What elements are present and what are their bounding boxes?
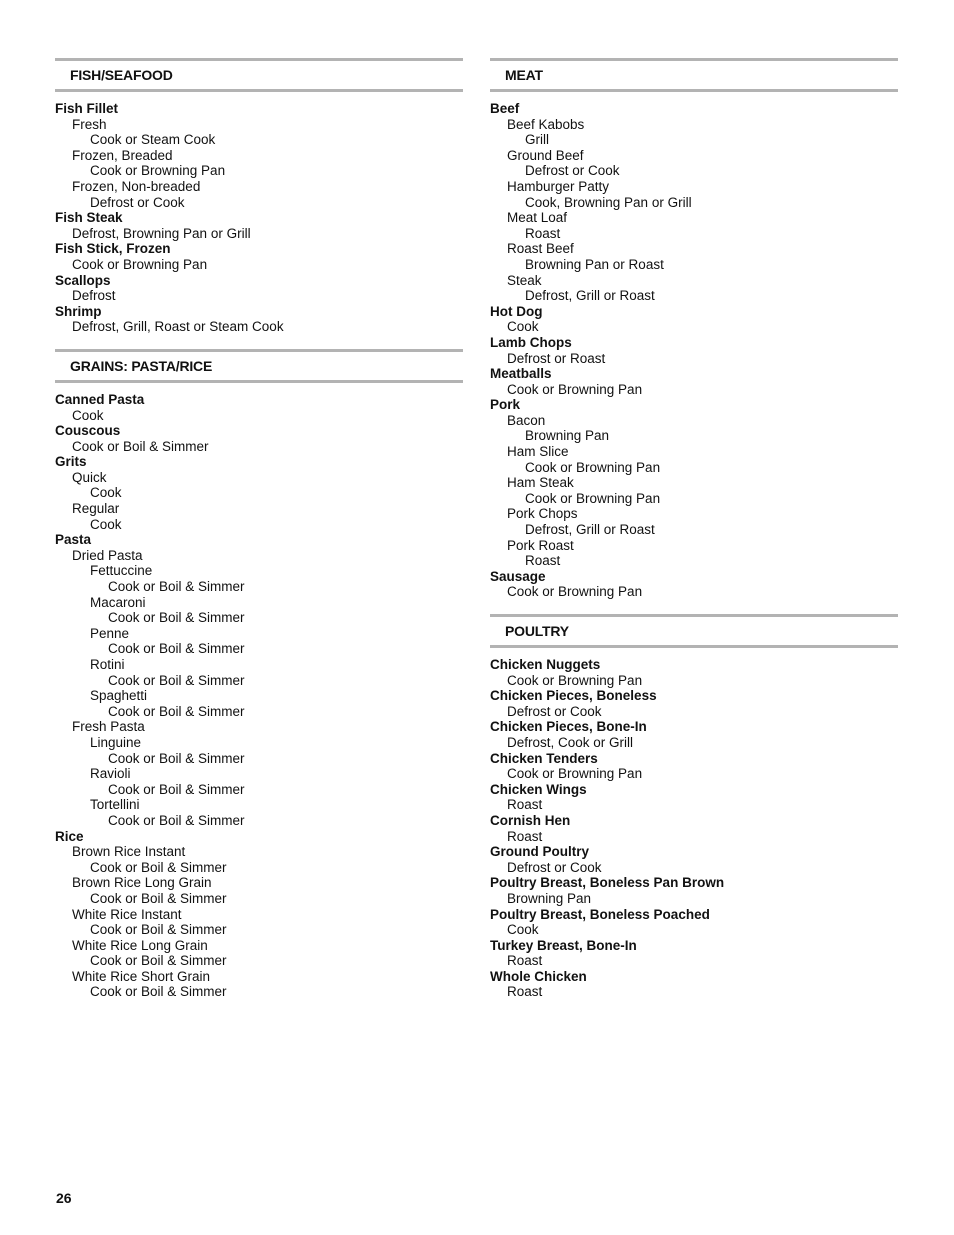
food-subitem: Fresh Pasta bbox=[72, 719, 145, 735]
cooking-method: Cook or Browning Pan bbox=[525, 459, 661, 475]
food-category: Pork bbox=[490, 397, 521, 413]
cooking-method: Cook or Steam Cook bbox=[90, 132, 216, 148]
food-category: Chicken Nuggets bbox=[490, 657, 601, 672]
food-subitem: White Rice Short Grain bbox=[72, 968, 211, 984]
cooking-method: Cook or Browning Pan bbox=[90, 163, 226, 179]
cooking-method: Defrost, Grill or Roast bbox=[525, 522, 655, 538]
cooking-method: Cook or Boil & Simmer bbox=[90, 922, 227, 938]
food-category: Chicken Tenders bbox=[490, 750, 598, 766]
cooking-method: Defrost, Grill or Roast bbox=[525, 288, 655, 304]
food-category: Turkey Breast, Bone-In bbox=[490, 937, 637, 953]
cooking-method: Cook or Boil & Simmer bbox=[90, 984, 227, 1000]
food-category: Meatballs bbox=[490, 366, 552, 382]
section-header: FISH/SEAFOOD bbox=[55, 58, 463, 92]
food-subitem: Regular bbox=[72, 501, 120, 517]
food-category: Poultry Breast, Boneless Pan Brown bbox=[490, 875, 725, 891]
food-category: Canned Pasta bbox=[55, 391, 145, 407]
cooking-method: Rotini bbox=[90, 657, 125, 672]
cooking-method: Browning Pan bbox=[525, 428, 610, 444]
food-subitem: Hamburger Patty bbox=[507, 178, 610, 194]
cooking-method: Cook or Boil & Simmer bbox=[108, 703, 245, 719]
food-subitem: Ground Beef bbox=[507, 147, 584, 163]
section-meat bbox=[490, 58, 898, 600]
food-list bbox=[490, 101, 898, 600]
food-subitem: White Rice Instant bbox=[72, 906, 182, 922]
food-category: Fish Fillet bbox=[55, 101, 119, 116]
cooking-method: Cook or Boil & Simmer bbox=[108, 610, 245, 626]
cooking-method: Cook or Boil & Simmer bbox=[108, 750, 245, 766]
section-header: GRAINS: PASTA/RICE bbox=[55, 349, 463, 383]
food-subitem: Ham Slice bbox=[507, 444, 569, 460]
food-category: Rice bbox=[55, 828, 84, 844]
food-subitem: Cook or Boil & Simmer bbox=[72, 438, 209, 454]
food-subitem: Frozen, Non-breaded bbox=[72, 178, 201, 194]
cooking-method: Cook or Boil & Simmer bbox=[90, 890, 227, 906]
food-category: Pasta bbox=[55, 532, 92, 548]
cooking-method: Defrost or Cook bbox=[90, 194, 185, 210]
food-subitem: Pork Chops bbox=[507, 506, 578, 522]
food-subitem: Frozen, Breaded bbox=[72, 147, 173, 163]
food-subitem: Defrost, Grill, Roast or Steam Cook bbox=[72, 319, 284, 335]
cooking-method: Cook or Boil & Simmer bbox=[90, 953, 227, 969]
food-category: Lamb Chops bbox=[490, 334, 572, 350]
food-category: Poultry Breast, Boneless Poached bbox=[490, 906, 710, 922]
cooking-method: Cook bbox=[90, 485, 122, 501]
food-list bbox=[490, 657, 898, 1000]
food-category: Fish Stick, Frozen bbox=[55, 241, 171, 257]
food-category: Beef bbox=[490, 101, 520, 116]
food-subitem: Defrost, Browning Pan or Grill bbox=[72, 225, 251, 241]
section-grains-pasta-rice bbox=[55, 349, 463, 1000]
cooking-method: Browning Pan or Roast bbox=[525, 256, 664, 272]
food-subitem: Roast bbox=[507, 953, 543, 969]
cooking-method: Cook or Boil & Simmer bbox=[108, 672, 245, 688]
food-subitem: Cook or Browning Pan bbox=[507, 766, 643, 782]
food-subitem: Cook or Browning Pan bbox=[72, 256, 208, 272]
food-subitem: Defrost or Roast bbox=[507, 350, 606, 366]
food-subitem: Cook bbox=[507, 319, 539, 335]
food-category: Couscous bbox=[55, 423, 121, 439]
cooking-method: Roast bbox=[525, 553, 561, 569]
cooking-method: Cook or Boil & Simmer bbox=[108, 579, 245, 595]
food-category: Chicken Pieces, Bone-In bbox=[490, 719, 647, 735]
food-subitem: Cook or Browning Pan bbox=[507, 672, 643, 688]
food-category: Whole Chicken bbox=[490, 968, 587, 984]
cooking-method: Cook, Browning Pan or Grill bbox=[525, 194, 692, 210]
food-subitem: Cook or Browning Pan bbox=[507, 381, 643, 397]
food-subitem: Defrost or Cook bbox=[507, 859, 602, 875]
cooking-method: Cook or Boil & Simmer bbox=[90, 859, 227, 875]
section-header: MEAT bbox=[490, 58, 898, 92]
right-column bbox=[490, 58, 898, 1000]
food-subitem: Roast bbox=[507, 984, 543, 1000]
food-category: Cornish Hen bbox=[490, 812, 571, 828]
food-subitem: Ham Steak bbox=[507, 475, 574, 491]
food-category: Ground Poultry bbox=[490, 844, 589, 860]
cooking-method: Cook or Boil & Simmer bbox=[108, 781, 245, 797]
cooking-method: Grill bbox=[525, 132, 549, 148]
food-subitem: Browning Pan bbox=[507, 890, 592, 906]
food-list bbox=[55, 392, 463, 1000]
cooking-method: Tortellini bbox=[90, 797, 140, 813]
food-subitem: Roast bbox=[507, 797, 543, 813]
page-number: 26 bbox=[56, 1190, 72, 1206]
cooking-method: Spaghetti bbox=[90, 688, 148, 704]
food-subitem: Meat Loaf bbox=[507, 210, 568, 226]
food-subitem: Roast bbox=[507, 828, 543, 844]
food-subitem: Brown Rice Instant bbox=[72, 844, 186, 860]
cooking-method: Defrost or Cook bbox=[525, 163, 620, 179]
cooking-method: Cook or Boil & Simmer bbox=[108, 641, 245, 657]
food-category: Shrimp bbox=[55, 303, 102, 319]
food-subitem: White Rice Long Grain bbox=[72, 937, 208, 953]
cooking-method: Linguine bbox=[90, 734, 142, 750]
food-subitem: Bacon bbox=[507, 412, 546, 428]
food-list bbox=[55, 101, 463, 335]
food-subitem: Cook or Browning Pan bbox=[507, 584, 643, 600]
cooking-method: Cook or Browning Pan bbox=[525, 490, 661, 506]
food-subitem: Defrost bbox=[72, 288, 116, 304]
cooking-method: Cook bbox=[90, 516, 122, 532]
food-category: Chicken Pieces, Boneless bbox=[490, 688, 657, 704]
food-category: Chicken Wings bbox=[490, 781, 587, 797]
food-subitem: Defrost, Cook or Grill bbox=[507, 734, 634, 750]
section-header: POULTRY bbox=[490, 614, 898, 648]
food-subitem: Dried Pasta bbox=[72, 547, 143, 563]
cooking-method: Fettuccine bbox=[90, 563, 153, 579]
cooking-method: Penne bbox=[90, 625, 130, 641]
food-subitem: Cook bbox=[72, 407, 104, 423]
food-category: Grits bbox=[55, 454, 87, 470]
cooking-method: Macaroni bbox=[90, 594, 146, 610]
cooking-method: Cook or Boil & Simmer bbox=[108, 812, 245, 828]
food-category: Scallops bbox=[55, 272, 111, 288]
food-subitem: Cook bbox=[507, 922, 539, 938]
food-subitem: Steak bbox=[507, 272, 542, 288]
food-category: Sausage bbox=[490, 568, 546, 584]
food-category: Hot Dog bbox=[490, 303, 543, 319]
left-column bbox=[55, 58, 463, 1000]
section-poultry bbox=[490, 614, 898, 1000]
section-fish-seafood bbox=[55, 58, 463, 335]
cooking-method: Roast bbox=[525, 225, 561, 241]
food-subitem: Quick bbox=[72, 469, 107, 485]
food-subitem: Beef Kabobs bbox=[507, 116, 585, 132]
cooking-method: Ravioli bbox=[90, 766, 131, 782]
food-category: Fish Steak bbox=[55, 210, 123, 226]
food-subitem: Roast Beef bbox=[507, 241, 574, 257]
food-subitem: Fresh bbox=[72, 116, 107, 132]
food-subitem: Pork Roast bbox=[507, 537, 574, 553]
food-subitem: Brown Rice Long Grain bbox=[72, 875, 212, 891]
food-subitem: Defrost or Cook bbox=[507, 703, 602, 719]
